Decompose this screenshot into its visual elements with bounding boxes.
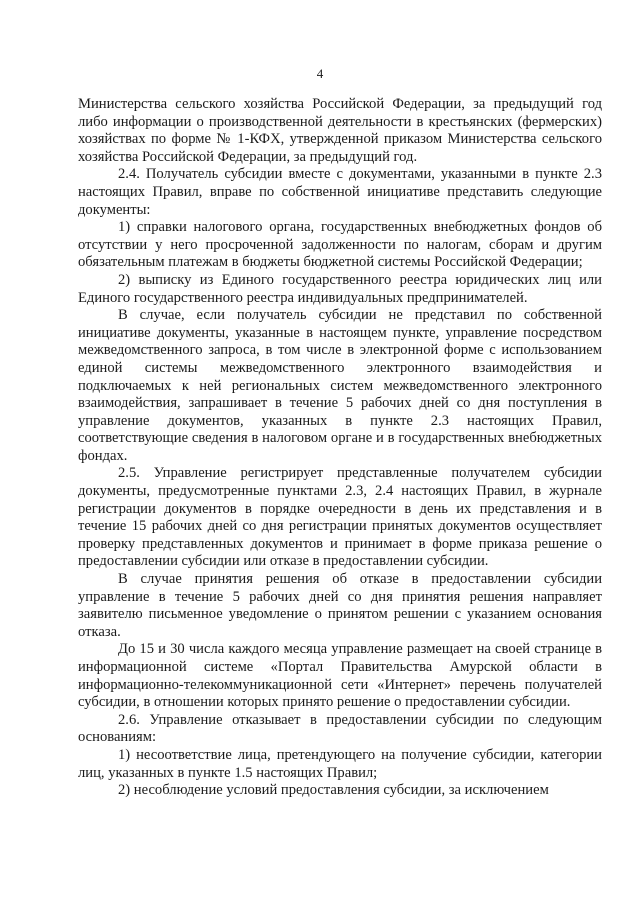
document-body [78,70,602,800]
list-item-2: 2) выписку из Единого государственного реестра юридических лиц или Единого государственного реестра индивидуальных предпринимателей. [78,271,602,306]
paragraph-refusal-notice: В случае принятия решения об отказе в предоставлении субсидии управление в течение 5 рабочих дней со дня принятия решения направляет заявителю письменное уведомление о принятом решении с указанием основания отказа. [78,571,602,640]
paragraph-2-4: 2.4. Получатель субсидии вместе с документами, указанными в пункте 2.3 настоящих Правил, вправе по собственной инициативе представить следующие документы: [78,166,602,218]
list-item-refusal-1: 1) несоответствие лица, претендующего на получение субсидии, категории лиц, указанных в пункте 1.5 настоящих Правил; [78,746,602,781]
list-item-1: 1) справки налогового органа, государственных внебюджетных фондов об отсутствии у него просроченной задолженности по налогам, сборам и другим обязательным платежам в бюджеты бюджетной системы Российской Федерации; [78,219,602,271]
paragraph-2-6: 2.6. Управление отказывает в предоставлении субсидии по следующим основаниям: [78,711,602,746]
list-item-refusal-2: 2) несоблюдение условий предоставления субсидии, за исключением [118,782,549,799]
paragraph-continuation: Министерства сельского хозяйства Российской Федерации, за предыдущий год либо информации о производственной деятельности в крестьянских (фермерских) хозяйствах по форме № 1-КФХ, утвержденной приказом Министерства сельского хозяйства Российской Федерации, за предыдущий год. [78,96,602,165]
paragraph-portal-publication: До 15 и 30 числа каждого месяца управление размещает на своей странице в информационной системе «Портал Правительства Амурской области в информационно-телекоммуникационной сети «Интернет» перечень получателей субсидии, в отношении которых принято решение о предоставлении субсидии. [78,641,602,711]
page-number: 4 [316,66,324,81]
paragraph-interagency-request: В случае, если получатель субсидии не представил по собственной инициативе документы, указанные в настоящем пункте, управление посредством межведомственного запроса, в том числе в электронной форме с использованием единой системы межведомственного электронного взаимодействия и подключаемых к ней региональных систем межведомственного электронного взаимодействия, запрашивает в течение 5 рабочих дней со дня поступления в управление документов, указанных в пункте 2.3 настоящих Правил, соответствующие сведения в налоговом органе и в государственных внебюджетных фондах. [78,307,602,464]
paragraph-2-5: 2.5. Управление регистрирует представленные получателем субсидии документы, предусмотренные пунктами 2.3, 2.4 настоящих Правил, в журнале регистрации документов в порядке очередности в день их представления и в течение 15 рабочих дней со дня регистрации принятых документов осуществляет проверку представленных документов и принимает в форме приказа решение о предоставлении субсидии или отказе в предоставлении субсидии. [78,465,602,570]
